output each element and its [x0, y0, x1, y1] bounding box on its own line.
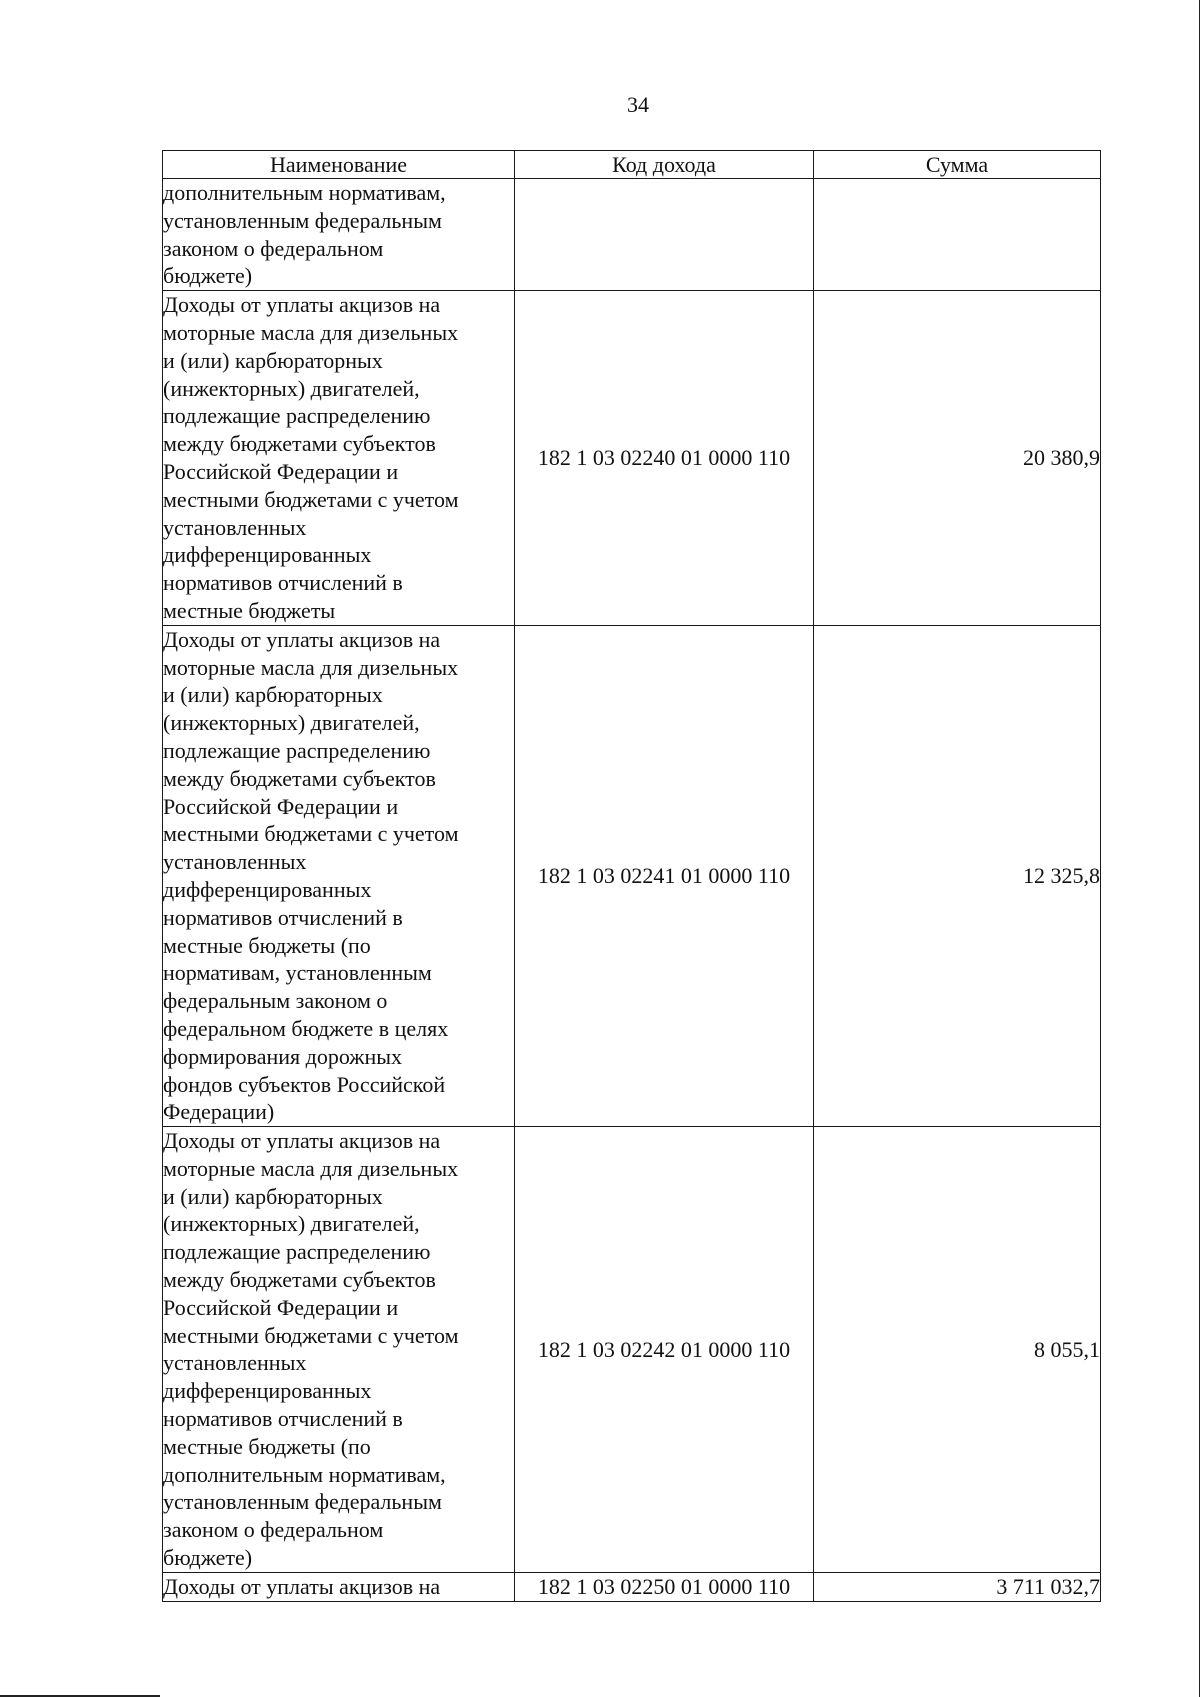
row-code-cell: 182 1 03 02240 01 0000 110: [515, 291, 814, 626]
row-code-cell: [515, 179, 814, 291]
table-row: [163, 1127, 1101, 1573]
table-header-row: [163, 151, 1101, 179]
table-row: [163, 291, 1101, 626]
page-number: 34: [627, 92, 649, 117]
row-code-cell: 182 1 03 02250 01 0000 110: [515, 1572, 814, 1601]
row-name-cell: Доходы от уплаты акцизов на моторные масла для дизельных и (или) карбюраторных (инжекторных) двигателей, подлежащие распределению между бюджетами субъектов Российской Федерации и местными бюджетами с учетом установленных дифференцированных нормативов отчислений в местные бюджеты (по нормативам, установленным федеральным законом о федеральном бюджете в целях формирования дорожных фондов субъектов Российской Федерации): [163, 625, 515, 1126]
row-name-cell: Доходы от уплаты акцизов на моторные масла для дизельных и (или) карбюраторных (инжекторных) двигателей, подлежащие распределению между бюджетами субъектов Российской Федерации и местными бюджетами с учетом установленных дифференцированных нормативов отчислений в местные бюджеты: [163, 291, 515, 626]
revenue-table: [162, 150, 1101, 1602]
row-name-cell: дополнительным нормативам, установленным федеральным законом о федеральном бюджете): [163, 179, 515, 291]
table-row: [163, 1572, 1101, 1601]
header-name: Наименование: [163, 151, 515, 179]
row-name-cell: Доходы от уплаты акцизов на: [163, 1572, 515, 1601]
header-code: Код дохода: [515, 151, 814, 179]
row-sum-cell: [814, 179, 1101, 291]
row-sum-cell: 12 325,8: [814, 625, 1101, 1126]
row-code-cell: 182 1 03 02242 01 0000 110: [515, 1127, 814, 1573]
table-row: [163, 625, 1101, 1126]
header-sum: Сумма: [814, 151, 1101, 179]
row-name-cell: Доходы от уплаты акцизов на моторные масла для дизельных и (или) карбюраторных (инжекторных) двигателей, подлежащие распределению между бюджетами субъектов Российской Федерации и местными бюджетами с учетом установленных дифференцированных нормативов отчислений в местные бюджеты (по дополнительным нормативам, установленным федеральным законом о федеральном бюджете): [163, 1127, 515, 1573]
row-sum-cell: 20 380,9: [814, 291, 1101, 626]
table-row: [163, 179, 1101, 291]
row-code-cell: 182 1 03 02241 01 0000 110: [515, 625, 814, 1126]
row-sum-cell: 3 711 032,7: [814, 1572, 1101, 1601]
row-sum-cell: 8 055,1: [814, 1127, 1101, 1573]
